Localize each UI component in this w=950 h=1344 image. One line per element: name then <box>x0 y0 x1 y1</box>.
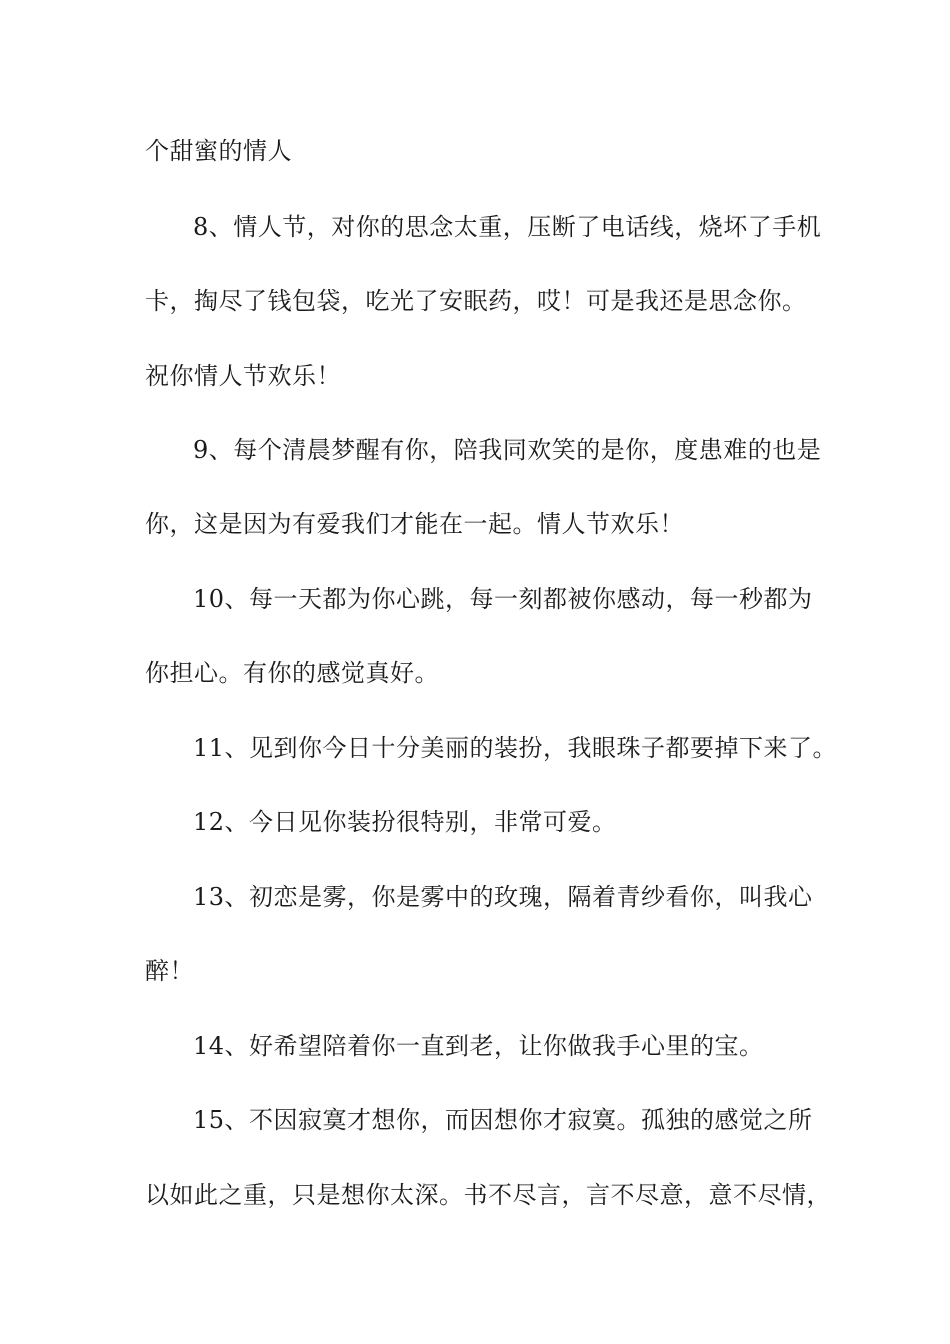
text-line: 10、每一天都为你心跳，每一刻都被你感动，每一秒都为 <box>193 585 813 613</box>
text-line: 12、今日见你装扮很特别，非常可爱。 <box>193 808 617 836</box>
text-line: 8、情人节，对你的思念太重，压断了电话线，烧坏了手机 <box>193 213 822 241</box>
text-line: 卡，掏尽了钱包袋，吃光了安眠药，哎！可是我还是思念你。 <box>145 287 807 315</box>
text-line: 11、见到你今日十分美丽的装扮，我眼珠子都要掉下来了。 <box>193 734 838 762</box>
text-line: 祝你情人节欢乐！ <box>145 362 341 390</box>
text-line: 个甜蜜的情人 <box>145 137 292 165</box>
text-line: 9、每个清晨梦醒有你，陪我同欢笑的是你，度患难的也是 <box>193 436 822 464</box>
text-line: 以如此之重，只是想你太深。书不尽言，言不尽意，意不尽情， <box>145 1181 831 1209</box>
text-line: 醉！ <box>145 957 194 985</box>
text-line: 你，这是因为有爱我们才能在一起。情人节欢乐！ <box>145 510 684 538</box>
text-line: 13、初恋是雾，你是雾中的玫瑰，隔着青纱看你，叫我心 <box>193 883 813 911</box>
text-line: 14、好希望陪着你一直到老，让你做我手心里的宝。 <box>193 1032 764 1060</box>
text-line: 15、不因寂寞才想你，而因想你才寂寞。孤独的感觉之所 <box>193 1106 813 1134</box>
text-line: 你担心。有你的感觉真好。 <box>145 659 439 687</box>
